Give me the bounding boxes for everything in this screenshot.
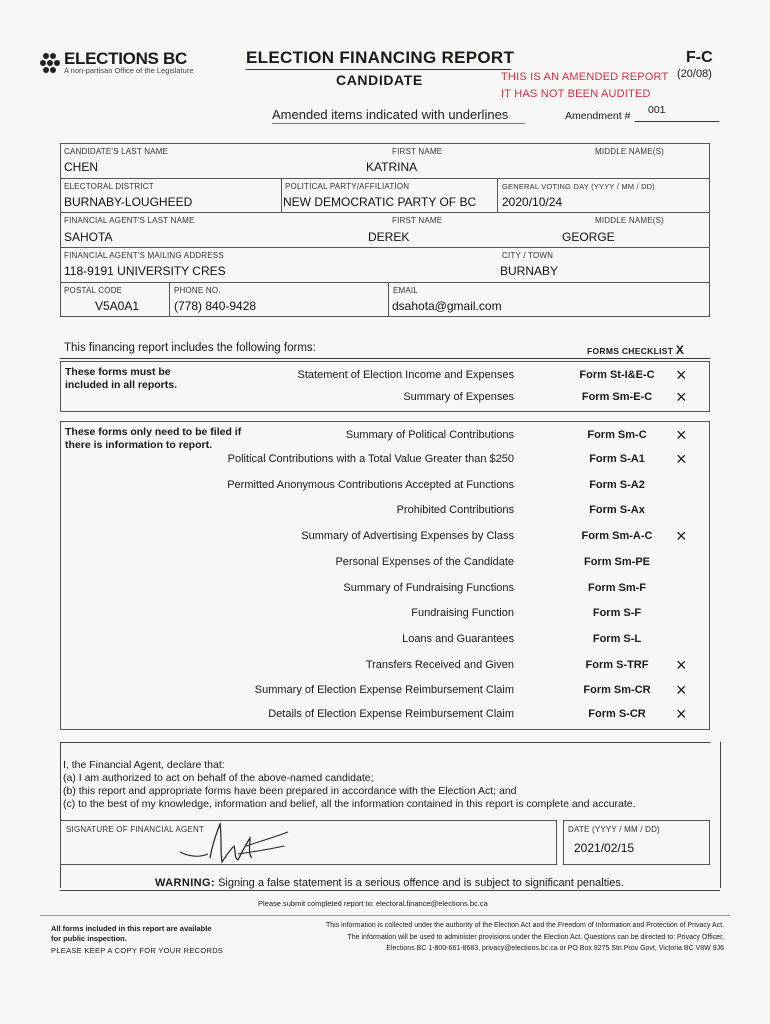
form-description: Summary of Political Contributions [345, 429, 514, 441]
form-code: Form Sm-PE [583, 556, 650, 568]
form-checkbox[interactable]: × [676, 365, 687, 385]
form-description: Political Contributions with a Total Value Greater than $250 [227, 453, 514, 465]
email-value: dsahota@gmail.com [392, 299, 502, 313]
form-code: Form St-I&E-C [579, 369, 655, 381]
form-checkbox[interactable]: × [676, 655, 687, 675]
voting-day-value: 2020/10/24 [502, 195, 563, 209]
postal-code-label: POSTAL CODE [64, 286, 123, 295]
org-subtitle: A non-partisan Office of the Legislature [64, 66, 194, 75]
warning-message: Signing a false statement is a serious offence and is subject to significant penalties. [218, 877, 624, 889]
phone-value: (778) 840-9428 [174, 299, 257, 313]
form-description: Transfers Received and Given [365, 659, 514, 671]
agent-address-label: FINANCIAL AGENT'S MAILING ADDRESS [64, 251, 224, 260]
form-code: Form Sm-C [587, 429, 647, 441]
form-row [60, 680, 710, 704]
phone-label: PHONE NO. [174, 286, 221, 295]
form-description: Summary of Expenses [403, 391, 514, 403]
form-description: Prohibited Contributions [396, 504, 514, 516]
voting-day-label: GENERAL VOTING DAY (YYYY / MM / DD) [502, 182, 655, 191]
form-code: F-C [686, 49, 713, 66]
declaration-intro: I, the Financial Agent, declare that: [63, 759, 225, 771]
privacy-line-3: Elections BC 1-800-661-8683, privacy@elections.bc.ca or PO Box 9275 Stn Prov Govt, Victoria BC V8W 9J6 [386, 945, 724, 952]
forms-checklist-text: FORMS CHECKLIST [587, 346, 674, 356]
required-heading: These forms must be included in all reports. [65, 366, 178, 391]
form-code: Form S-A1 [589, 453, 645, 465]
forms-checklist-mark: X [675, 343, 685, 357]
candidate-first-name: KATRINA [366, 160, 418, 174]
candidate-last-name: CHEN [64, 160, 99, 174]
privacy-line-1: This information is collected under the authority of the Election Act and the Freedom of Information and Protection of Privacy Act. [325, 922, 724, 929]
agent-first-name-label: FIRST NAME [392, 216, 443, 225]
form-code: Form S-A2 [589, 479, 645, 491]
form-description: Summary of Advertising Expenses by Class [301, 530, 514, 542]
agent-middle-name-label: MIDDLE NAME(S) [595, 216, 665, 225]
agent-last-name: SAHOTA [64, 230, 113, 244]
party-value: NEW DEMOCRATIC PARTY OF BC [283, 195, 477, 209]
form-code: Form S-Ax [589, 504, 645, 516]
postal-code: V5A0A1 [95, 299, 140, 313]
form-code: Form Sm-E-C [581, 391, 653, 403]
agent-first-name: DEREK [368, 230, 410, 244]
org-name: ELECTIONS BC [64, 49, 187, 68]
audit-notice: IT HAS NOT BEEN AUDITED [501, 88, 651, 100]
amended-notice: THIS IS AN AMENDED REPORT [501, 71, 669, 83]
report-title: ELECTION FINANCING REPORT [246, 48, 515, 67]
form-checkbox[interactable]: × [676, 680, 687, 700]
form-description: Loans and Guarantees [402, 633, 514, 645]
warning-text [155, 877, 624, 889]
agent-city: BURNABY [500, 264, 559, 278]
form-description: Personal Expenses of the Candidate [335, 556, 514, 568]
form-row [60, 556, 710, 576]
candidate-middle-name-label: MIDDLE NAME(S) [595, 147, 665, 156]
submit-note: Please submit completed report to: electoral.finance@elections.bc.ca [258, 899, 488, 908]
party-label: POLITICAL PARTY/AFFILIATION [285, 182, 410, 191]
form-checkbox[interactable]: × [676, 449, 687, 469]
forms-intro: This financing report includes the following forms: [64, 342, 316, 354]
form-description: Statement of Election Income and Expenses [297, 369, 514, 381]
report-subtitle: CANDIDATE [336, 72, 423, 88]
agent-last-name-label: FINANCIAL AGENT'S LAST NAME [64, 216, 195, 225]
form-description: Fundraising Function [411, 607, 514, 619]
amendment-label: Amendment # [565, 110, 631, 122]
form-checkbox[interactable]: × [676, 704, 687, 724]
form-description: Permitted Anonymous Contributions Accepted at Functions [227, 479, 514, 491]
form-row [60, 655, 710, 679]
agent-address: 118-9191 UNIVERSITY CRES [64, 264, 226, 278]
form-code: Form S-L [592, 633, 642, 645]
form-code: Form S-CR [588, 708, 646, 720]
form-row [60, 633, 710, 653]
form-code: Form Sm-F [587, 582, 647, 594]
optional-heading: These forms only need to be filed if there is information to report. [65, 426, 242, 451]
form-description: Summary of Election Expense Reimbursement Claim [254, 684, 514, 696]
public-note-1: All forms included in this report are available [51, 924, 212, 933]
keep-copy-note: PLEASE KEEP A COPY FOR YOUR RECORDS [51, 946, 224, 955]
forms-checklist-label [587, 343, 684, 357]
amended-items-note: Amended items indicated with underlines [272, 107, 509, 122]
form-code: Form S-TRF [585, 659, 649, 671]
form-checkbox[interactable]: × [676, 387, 687, 407]
form-row [60, 425, 710, 449]
district-label: ELECTORAL DISTRICT [64, 182, 154, 191]
form-row [60, 449, 710, 473]
declaration-line-c: (c) to the best of my knowledge, information and belief, all the information contained in this report is complete and accurate. [63, 798, 636, 810]
form-row [60, 704, 710, 728]
form-code: Form Sm-A-C [581, 530, 653, 542]
signature-label: SIGNATURE OF FINANCIAL AGENT [66, 825, 205, 834]
district-value: BURNABY-LOUGHEED [64, 195, 193, 209]
form-row [60, 365, 710, 389]
form-row [60, 582, 710, 602]
declaration-line-b: (b) this report and appropriate forms have been prepared in accordance with the Election Act; and [63, 785, 517, 797]
form-description: Details of Election Expense Reimbursement Claim [268, 708, 514, 720]
form-checkbox[interactable]: × [676, 425, 687, 445]
email-label: EMAIL [393, 286, 419, 295]
agent-middle-name: GEORGE [562, 230, 615, 244]
form-row [60, 479, 710, 499]
form-code: Form Sm-CR [583, 684, 651, 696]
signature-image-icon [176, 816, 296, 868]
warning-label: WARNING: [155, 877, 216, 889]
form-row [60, 387, 710, 411]
date-value: 2021/02/15 [574, 841, 635, 855]
form-row [60, 607, 710, 627]
candidate-last-name-label: CANDIDATE'S LAST NAME [64, 147, 169, 156]
public-note-2: for public inspection. [51, 934, 127, 943]
form-description: Summary of Fundraising Functions [343, 582, 514, 594]
agent-city-label: CITY / TOWN [502, 251, 554, 260]
date-label: DATE (YYYY / MM / DD) [568, 825, 660, 834]
elections-bc-logo-icon [38, 50, 64, 76]
form-row [60, 504, 710, 524]
form-row [60, 526, 710, 550]
form-code: Form S-F [592, 607, 642, 619]
candidate-first-name-label: FIRST NAME [392, 147, 443, 156]
privacy-line-2: The information will be used to administer provisions under the Election Act. Questions can be directed to: Privacy Officer, [347, 934, 724, 941]
form-version: (20/08) [677, 68, 712, 80]
form-checkbox[interactable]: × [676, 526, 687, 546]
amendment-number: 001 [648, 104, 666, 116]
declaration-line-a: (a) I am authorized to act on behalf of the above-named candidate; [63, 772, 374, 784]
